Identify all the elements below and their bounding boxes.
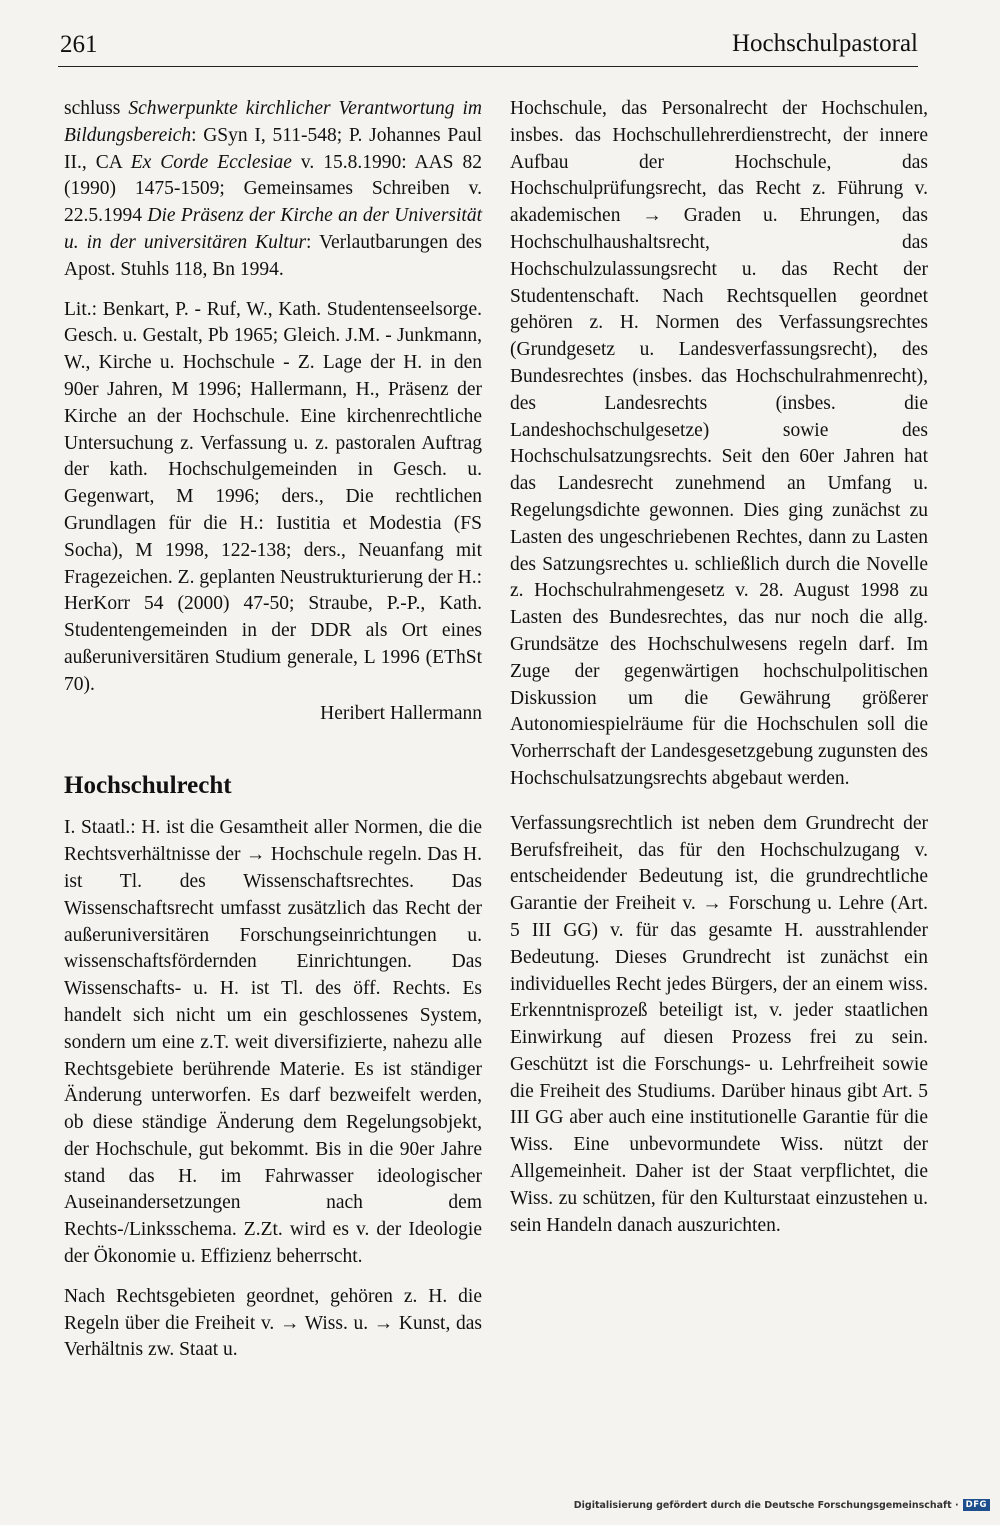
right-column (510, 96, 928, 1239)
page-number: 261 (60, 31, 98, 58)
digitization-footer (574, 1499, 990, 1511)
dfg-logo: DFG (963, 1499, 990, 1511)
bib-text: : Verlautbarungen des Apost. Stuhls 118, Bn 1994. (64, 231, 482, 280)
running-head: Hochschulpastoral (731, 30, 918, 57)
footer-text: Digitalisierung gefördert durch die Deutsche Forschungsgemeinschaft · (573, 1499, 959, 1511)
header-rule (58, 66, 918, 67)
bib-text: v. 15.8.1990: AAS 82 (1990) 1475-1509; Gemeinsames Schreiben v. 22.5.1994 (64, 151, 482, 227)
body-paragraph: Nach Rechtsgebieten geordnet, gehören z. H. die Regeln über die Freiheit v. → Wiss. u. → Kunst, das Verhältnis zw. Staat u. (64, 1285, 482, 1361)
bibliography-continuation (64, 96, 482, 284)
author-signature: Heribert Hallermann (320, 702, 482, 724)
bib-title-italic: Die Präsenz der Kirche an der Universität u. in der universitären Kultur (64, 205, 482, 253)
body-paragraph: Verfassungsrechtlich ist neben dem Grundrecht der Berufsfreiheit, das für den Hochschulzugang v. entscheidender Bedeutung ist, die grundrechtliche Garantie der Freiheit v. → Forschung u. Lehre (Art. 5 III GG) v. für das gesamte H. ausstrahlender Bedeutung. Dieses Grundrecht ist zunächst ein individuelles Recht jedes Bürgers, der an einem wiss. Erkenntnisprozeß beteiligt ist, v. jeder staatlichen Einwirkung auf diesen Prozess frei zu sein. Geschützt ist die Forschungs- u. Lehrfreiheit sowie die Freiheit des Studiums. Darüber hinaus gibt Art. 5 III GG aber auch eine institutionelle Garantie für die Wiss. Eine unbevormundete Wiss. nützt der Allgemeinheit. Daher ist der Staat verpflichtet, die Wiss. zu schützen, für den Kulturstaat einzustehen u. sein Handeln danach auszurichten. (510, 812, 928, 1236)
article-title: Hochschulrecht (64, 772, 232, 800)
bib-title-italic: Ex Corde Ecclesiae (130, 151, 292, 173)
left-column (64, 96, 482, 1364)
body-paragraph: I. Staatl.: H. ist die Gesamtheit aller Normen, die die Rechtsverhältnisse der → Hochschule regeln. Das H. ist Tl. des Wissenschaftsrechtes. Das Wissenschaftsrecht umfasst zusätzlich das Recht der außeruniversitären Forschungseinrichtungen u. wissenschaftsfördernden Einrichtungen. Das Wissenschafts- u. H. ist Tl. des öff. Rechts. Es handelt sich nicht um ein geschlossenes System, sondern um eine z.T. weit diversifizierte, nahezu alle Rechtsgebiete berührende Materie. Es ist ständiger Änderung unterworfen. Es darf bezweifelt werden, ob diese ständige Änderung dem Regelungsobjekt, der Hochschule, gut bekommt. Bis in die 90er Jahre stand das H. im Fahrwasser ideologischer Auseinandersetzungen nach dem Rechts-/Linksschema. Z.Zt. wird es v. der Ideologie der Ökonomie u. Effizienz beherrscht. (64, 817, 482, 1268)
literature-list: Lit.: Benkart, P. - Ruf, W., Kath. Studentenseelsorge. Gesch. u. Gestalt, Pb 1965; Gleich. J.M. - Junkmann, W., Kirche u. Hochschule - Z. Lage der H. in den 90er Jahren, M 1996; Hallermann, H., Präsenz der Kirche an der Hochschule. Eine kirchenrechtliche Untersuchung z. Verfassung u. z. pastoralen Auftrag der kath. Hochschulgemeinden in Gesch. u. Gegenwart, M 1996; ders., Die rechtlichen Grundlagen für die H.: Iustitia et Modestia (FS Socha), M 1998, 122-138; ders., Neuanfang mit Fragezeichen. Z. geplanten Neustrukturierung der H.: HerKorr 54 (2000) 47-50; Straube, P.-P., Kath. Studentengemeinden in der DDR als Ort eines außeruniversitären Studium generale, L 1996 (EThSt 70). (64, 298, 483, 695)
bib-text: schluss (64, 98, 129, 119)
bib-title-italic: Schwerpunkte kirchlicher Verantwortung im Bildungsbereich (64, 98, 482, 146)
bib-text: : GSyn I, 511-548; P. Johannes Paul II., CA (64, 124, 482, 173)
body-paragraph: Hochschule, das Personalrecht der Hochschulen, insbes. das Hochschullehrerdienstrecht, der innere Aufbau der Hochschule, das Hochschulprüfungsrecht, das Recht z. Führung v. akademischen → Graden u. Ehrungen, das Hochschulhaushaltsrecht, das Hochschulzulassungsrecht u. das Recht der Studentenschaft. Nach Rechtsquellen geordnet gehören z. H. Normen des Verfassungsrechtes (Grundgesetz u. Landesverfassungsrecht), des Bundesrechtes (insbes. das Hochschulrahmenrecht), des Landesrechts (insbes. die Landeshochschulgesetze) sowie des Hochschulsatzungsrechts. Seit den 60er Jahren hat das Landesrecht zunehmend an Umfang u. Regelungsdichte gewonnen. Dies ging zunächst zu Lasten des ungeschriebenen Rechtes, dann zu Lasten des Satzungsrechtes u. schließlich durch die Novelle z. Hochschulrahmengesetz v. 28. August 1998 zu Lasten des Bundesrechtes, das nur noch die allg. Grundsätze des Hochschulwesens regeln darf. Im Zuge der gegenwärtigen hochschulpolitischen Diskussion um die Gewährung größerer Autonomiespielräume für die Hochschulen soll die Vorherrschaft der Landesgesetzgebung zugunsten des Hochschulsatzungsrechts abgebaut werden. (510, 98, 928, 789)
